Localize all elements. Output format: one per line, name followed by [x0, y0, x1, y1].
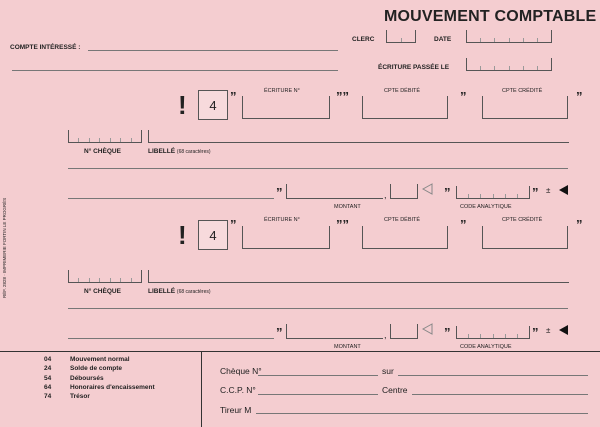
plus-minus-sign: ±: [546, 186, 551, 195]
cheque-label: N° CHÈQUE: [84, 288, 121, 295]
filled-triangle-icon: [558, 183, 569, 201]
separator-mark: ”: [532, 325, 539, 340]
tireur-label: Tireur M: [220, 405, 252, 415]
ccp-number-line[interactable]: [258, 394, 378, 395]
compte-interesse-label: COMPTE INTÉRESSÉ :: [10, 44, 81, 51]
clerc-field[interactable]: [386, 30, 416, 43]
separator-mark: ”: [444, 185, 451, 200]
bottom-divider: [0, 351, 600, 352]
exclamation-icon: !: [178, 90, 187, 120]
ecriture-field[interactable]: [242, 96, 330, 119]
bank-name-line[interactable]: [398, 375, 588, 376]
ccp-label: C.C.P. N°: [220, 385, 256, 395]
separator-mark: ”: [230, 217, 237, 232]
ecriture-field[interactable]: [242, 226, 330, 249]
libelle-field[interactable]: [148, 130, 569, 143]
separator-mark: ””: [336, 89, 349, 104]
separator-mark: ”: [576, 217, 583, 232]
hollow-triangle-icon: [422, 182, 433, 200]
tireur-line[interactable]: [256, 413, 588, 414]
date-label: DATE: [434, 36, 452, 43]
libelle-continuation-line[interactable]: [68, 198, 274, 199]
separator-mark: ”: [576, 89, 583, 104]
separator-mark: ”: [532, 185, 539, 200]
ecriture-passee-field[interactable]: [466, 58, 552, 71]
cheque-number-line[interactable]: [258, 375, 378, 376]
operation-code-box[interactable]: 4: [198, 90, 228, 120]
separator-mark: ”: [230, 89, 237, 104]
cpte-debit-label: CPTE DÉBITÉ: [384, 217, 421, 223]
separator-mark: ”: [460, 217, 467, 232]
centre-line[interactable]: [412, 394, 588, 395]
filled-triangle-icon: [558, 323, 569, 341]
montant-cents-field[interactable]: [390, 184, 418, 199]
form-title: MOUVEMENT COMPTABLE: [384, 8, 597, 25]
code-analytique-label: CODE ANALYTIQUE: [460, 344, 512, 350]
cpte-credit-label: CPTE CRÉDITÉ: [502, 217, 543, 223]
date-field[interactable]: [466, 30, 552, 43]
libelle-label: LIBELLÉ (68 caractères): [148, 288, 211, 295]
code-analytique-field[interactable]: [456, 326, 530, 339]
separator-mark: ””: [336, 217, 349, 232]
clerc-label: CLERC: [352, 36, 375, 43]
code-item: 54 Déboursés: [44, 374, 104, 382]
separator-mark: ”: [460, 89, 467, 104]
libelle-continuation-line[interactable]: [68, 308, 568, 309]
cpte-credit-field[interactable]: [482, 226, 568, 249]
code-item: 24 Solde de compte: [44, 365, 123, 373]
printer-reference: RÉF. 2828 · IMPRIMERIE FORTIN LE PROGRÈS: [2, 197, 7, 298]
libelle-field[interactable]: [148, 270, 569, 283]
cheque-number-label: Chèque N°: [220, 366, 262, 376]
cpte-debit-label: CPTE DÉBITÉ: [384, 88, 421, 94]
montant-label: MONTANT: [334, 344, 361, 350]
code-item: 64 Honoraires d'encaissement: [44, 383, 155, 391]
decimal-separator: ,: [384, 330, 387, 340]
montant-cents-field[interactable]: [390, 324, 418, 339]
montant-label: MONTANT: [334, 204, 361, 210]
code-item: 74 Trésor: [44, 393, 90, 401]
code-analytique-field[interactable]: [456, 186, 530, 199]
libelle-label: LIBELLÉ (68 caractères): [148, 148, 211, 155]
bottom-vertical-divider: [201, 351, 202, 427]
cheque-number-field[interactable]: [68, 270, 142, 283]
cpte-credit-label: CPTE CRÉDITÉ: [502, 88, 543, 94]
cpte-debit-field[interactable]: [362, 96, 448, 119]
separator-mark: ”: [276, 325, 283, 340]
ecriture-passee-label: ÉCRITURE PASSÉE LE: [378, 64, 450, 71]
exclamation-icon: !: [178, 220, 187, 250]
libelle-continuation-line[interactable]: [68, 168, 568, 169]
cpte-debit-field[interactable]: [362, 226, 448, 249]
cheque-number-field[interactable]: [68, 130, 142, 143]
centre-label: Centre: [382, 385, 408, 395]
ecriture-label: ÉCRITURE N°: [264, 88, 300, 94]
hollow-triangle-icon: [422, 322, 433, 340]
compte-interesse-field-2[interactable]: [12, 70, 338, 71]
cpte-credit-field[interactable]: [482, 96, 568, 119]
libelle-continuation-line[interactable]: [68, 338, 274, 339]
code-item: 04 Mouvement normal: [44, 356, 130, 363]
code-analytique-label: CODE ANALYTIQUE: [460, 204, 512, 210]
montant-field[interactable]: [286, 324, 383, 339]
separator-mark: ”: [276, 185, 283, 200]
separator-mark: ”: [444, 325, 451, 340]
operation-code-box[interactable]: 4: [198, 220, 228, 250]
montant-field[interactable]: [286, 184, 383, 199]
operation-codes-list: [44, 356, 155, 402]
compte-interesse-field[interactable]: [88, 50, 338, 51]
plus-minus-sign: ±: [546, 326, 551, 335]
cheque-label: N° CHÈQUE: [84, 148, 121, 155]
ecriture-label: ÉCRITURE N°: [264, 217, 300, 223]
sur-label: sur: [382, 366, 394, 376]
decimal-separator: ,: [384, 190, 387, 200]
